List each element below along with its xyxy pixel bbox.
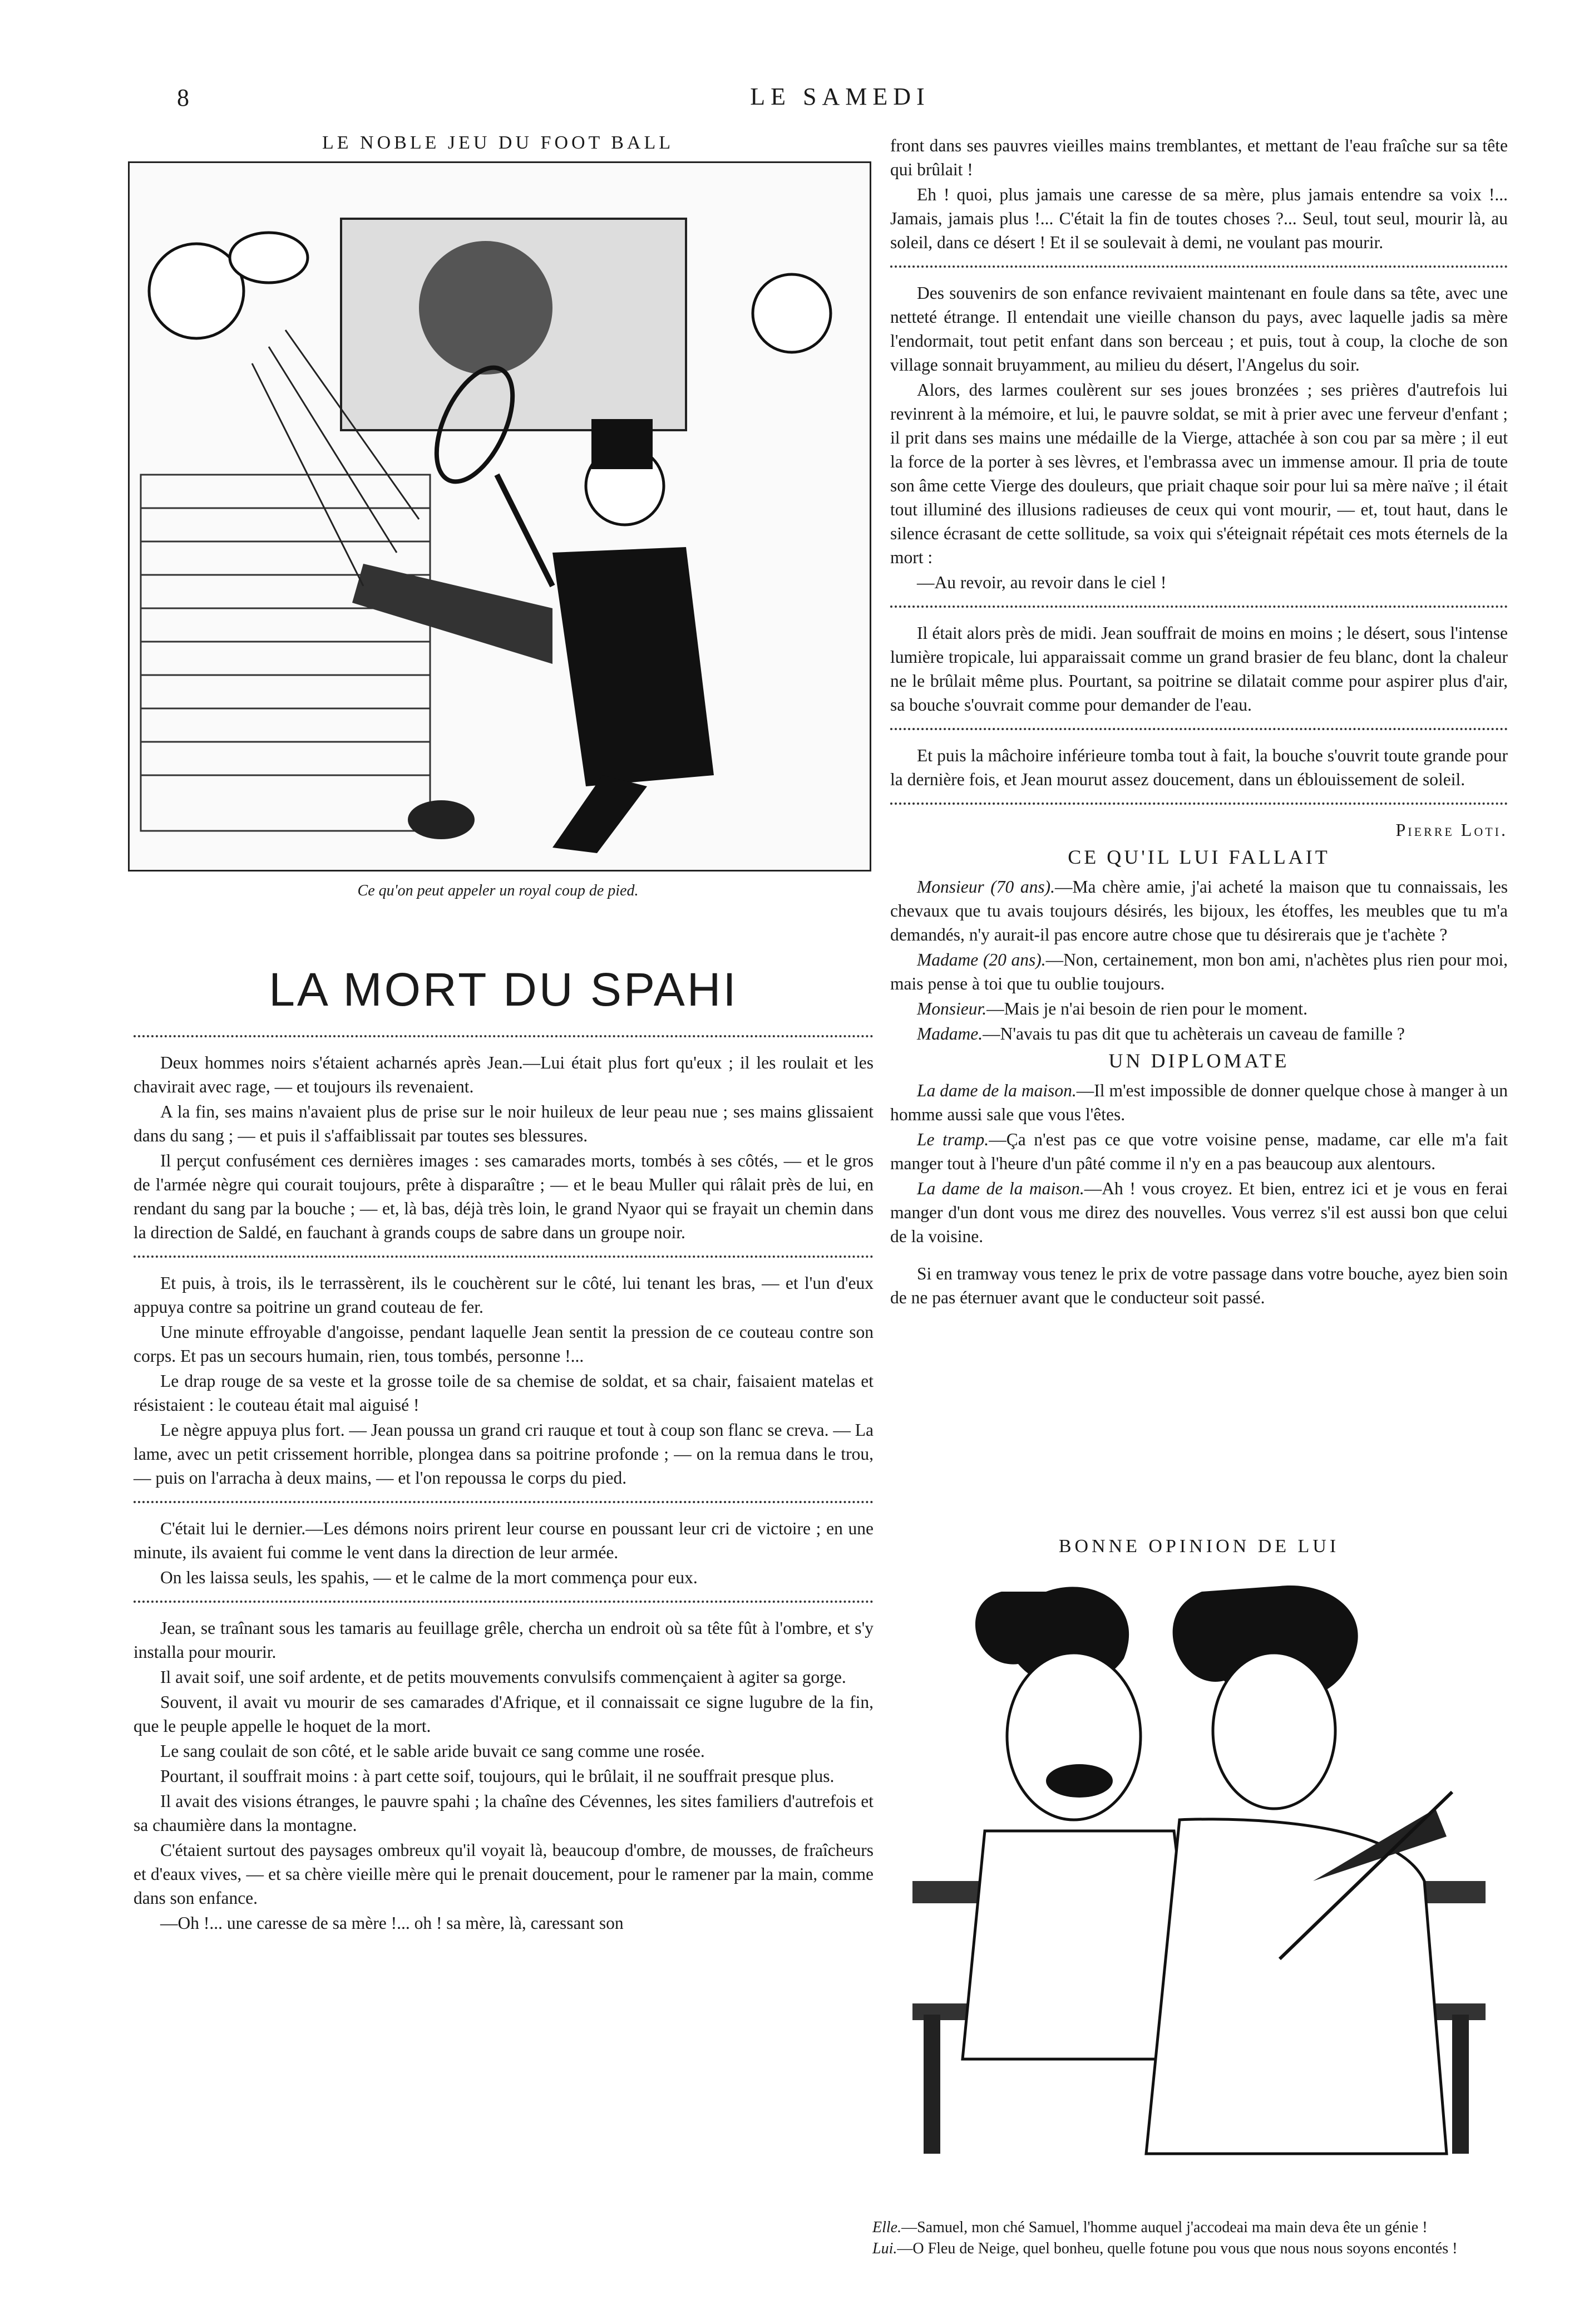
article-paragraph: Le nègre appuya plus fort. — Jean poussa un grand cri rauque et tout à coup son flanc se creva. — La lame, avec un petit crissement horrible, plongea dans sa poitrine profonde ; — on la remua dans le trou, — puis on l'arracha à deux mains, — et l'on repoussa le corps du pied. [134,1420,874,1488]
article-paragraph: Le drap rouge de sa veste et la grosse toile de sa chemise de soldat, et sa chair, faisaient matelas et résistaient : le couteau était mal aiguisé ! [134,1371,874,1415]
dotted-separator [134,1601,874,1603]
dialogue-line [890,997,1508,1021]
article-paragraph: Il avait des visions étranges, le pauvre spahi ; la chaîne des Cévennes, les sites familiers d'autrefois et sa chaumière dans la montagne. [134,1791,874,1835]
article-paragraph: Pourtant, il souffrait moins : à part cette soif, toujours, qui le brûlait, il ne souffrait presque plus. [160,1766,835,1786]
article-paragraph: Et puis, à trois, ils le terrassèrent, ils le couchèrent sur le côté, lui tenant les bras, — et l'un d'eux appuya contre sa poitrine un grand couteau de fer. [134,1273,874,1317]
dialogue-speaker: La dame de la maison. [917,1081,1077,1100]
dialogue-line [890,1079,1508,1126]
journal-title: LE SAMEDI [750,83,930,110]
dialogue-text: —Ah ! vous croyez. Et bien, entrez ici et je vous en ferai manger d'un dont vous me direz des nouvelles. Vous verrez s'il est aussi bon que celui de la voisine. [890,1179,1508,1246]
article-paragraph: C'était lui le dernier.—Les démons noirs prirent leur course en poussant leur cri de victoire ; en une minute, ils avaient fui comme le vent dans la direction de leur armée. [134,1519,874,1562]
dialogue-text: —Ça n'est pas ce que votre voisine pense, madame, car elle m'a fait manger tout à l'heure d'un pâté comme il n'y en a pas beaucoup aux alentours. [890,1130,1508,1173]
dialogue-text: —Ma chère amie, j'ai acheté la maison que tu connaissais, les chevaux que tu avais toujours désirés, les bijoux, les étoffes, les meubles que tu m'a demandés, n'y aurait-il pas encore autre chose que tu désirerais que je t'achète ? [890,877,1508,944]
dialogue-line [890,1176,1508,1248]
caption-speaker: Lui. [872,2240,897,2257]
football-cartoon-illustration-icon [128,161,871,872]
dotted-separator [890,802,1508,805]
article-paragraph: —Au revoir, au revoir dans le ciel ! [917,573,1167,592]
dialogue-line [890,948,1508,996]
caption-text: —Samuel, mon ché Samuel, l'homme auquel j'accodeai ma main deva ête un génie ! [901,2219,1428,2236]
article-paragraph: C'étaient surtout des paysages ombreux qu'il voyait là, beaucoup d'ombre, de mousses, de fraîcheurs et d'eaux vives, — et sa chère vieille mère qui le prenait doucement, pour le ramener par la main, comme dans son enfance. [134,1840,874,1908]
caption-line [846,2218,1508,2238]
article-paragraph: Il était alors près de midi. Jean souffrait de moins en moins ; le désert, sous l'intense lumière tropicale, lui apparaissait comme un grand brasier de feu blanc, dont la chaleur ne le brûlait même plus. Pourtant, sa poitrine se dilatait comme pour aspirer plus d'air, sa bouche s'ouvrait comme pour demander de l'eau. [890,623,1508,715]
dialogue-line [890,875,1508,947]
article-paragraph: Il perçut confusément ces dernières images : ses camarades morts, tombés à ses côtés, — et le gros de l'armée nègre qui courait toujours, prête à disparaître ; — et le beau Muller qui râlait près de lui, en rendant du sang par la bouche ; — et, là bas, déjà très loin, le grand Nyaor qui se frayait un chemin dans la direction de Saldé, en fauchant à grands coups de sabre dans un groupe noir. [134,1151,874,1242]
caption-line [846,2239,1508,2259]
article-author: Pierre Loti. [1395,820,1508,840]
article-paragraph: Souvent, il avait vu mourir de ses camarades d'Afrique, et il connaissait ce signe lugubre de la fin, que le peuple appelle le hoquet de la mort. [134,1692,874,1736]
tramway-joke: Si en tramway vous tenez le prix de votre passage dans votre bouche, ayez bien soin de ne pas éternuer avant que le conducteur soit passé. [890,1264,1508,1307]
article-title: LA MORT DU SPAHI [269,963,738,1016]
article-paragraph: On les laissa seuls, les spahis, — et le calme de la mort commença pour eux. [160,1568,698,1587]
cartoon-caption-opinion [846,2218,1508,2260]
football-cartoon-title: LE NOBLE JEU DU FOOT BALL [322,132,674,153]
dialogue-line [890,1022,1508,1046]
article-paragraph: Le sang coulait de son côté, et le sable aride buvait ce sang comme une rosée. [160,1741,705,1761]
dialogue-speaker: Monsieur (70 ans). [917,877,1055,897]
dialogue-text: —N'avais tu pas dit que tu achèterais un caveau de famille ? [983,1024,1405,1043]
dialogue-text: —Non, certainement, mon bon ami, n'achètes plus rien pour moi, mais pense à toi que tu oublie toujours. [890,950,1508,993]
football-cartoon-caption: Ce qu'on peut appeler un royal coup de pied. [357,882,639,899]
dotted-separator [890,728,1508,730]
dotted-separator [134,1501,874,1503]
section-title-fallait: CE QU'IL LUI FALLAIT [1068,846,1330,868]
dotted-separator [134,1255,874,1258]
couple-on-bench-illustration-icon [890,1569,1508,2198]
article-paragraph: Il avait soif, une soif ardente, et de petits mouvements convulsifs commençaient à agiter sa gorge. [160,1667,846,1687]
caption-speaker: Elle. [872,2219,902,2236]
dialogue-speaker: Monsieur. [917,999,987,1018]
section-title-diplomate: UN DIPLOMATE [1108,1050,1290,1072]
article-paragraph: Et puis la mâchoire inférieure tomba tout à fait, la bouche s'ouvrit toute grande pour la dernière fois, et Jean mourut assez doucement, dans un éblouissement de soleil. [890,746,1508,789]
dotted-separator [890,265,1508,268]
article-paragraph: —Oh !... une caresse de sa mère !... oh ! sa mère, là, caressant son [160,1913,624,1933]
article-right-column [890,134,1508,1311]
dialogue-speaker: Le tramp. [917,1130,989,1149]
article-paragraph: A la fin, ses mains n'avaient plus de prise sur le noir huileux de leur peau nue ; ses mains glissaient dans du sang ; — et puis il s'affaiblissait par toutes ses blessures. [134,1102,874,1145]
article-paragraph: front dans ses pauvres vieilles mains tremblantes, et mettant de l'eau fraîche sur sa tête qui brûlait ! [890,136,1508,179]
dialogue-speaker: Madame. [917,1024,983,1043]
dialogue-speaker: La dame de la maison. [917,1179,1084,1198]
article-paragraph: Eh ! quoi, plus jamais une caresse de sa mère, plus jamais entendre sa voix !... Jamais, jamais plus !... C'était la fin de toutes choses ?... Seul, tout seul, mourir là, au soleil, dans ce désert ! Et il se soulevait à demi, ne voulant pas mourir. [890,185,1508,252]
article-paragraph: Une minute effroyable d'angoisse, pendant laquelle Jean sentit la pression de ce couteau contre son corps. Et pas un secours humain, rien, tous tombés, personne !... [134,1322,874,1366]
article-left-column [134,1035,874,1936]
caption-text: —O Fleu de Neige, quel bonheu, quelle fotune pou vous que nous nous soyons encontés ! [897,2240,1458,2257]
article-paragraph: Alors, des larmes coulèrent sur ses joues bronzées ; ses prières d'autrefois lui revinrent à la mémoire, et lui, le pauvre soldat, se mit à prier avec une ferveur d'enfant ; il prit dans ses mains une médaille de la Vierge, attachée à son cou par sa mère ; il eut la force de la porter à ses lèvres, et l'embrassa avec un immense amour. Il pria de toute son âme cette Vierge des douleurs, que priait chaque soir pour lui sa mère naïve ; il était tout illuminé des illusions radieuses de ceux qui vont mourir, — et, tout haut, dans le silence écrasant de cette sollitude, sa voix qui s'éteignait répétait ces mots éternels de la mort : [890,380,1508,567]
dotted-separator [890,605,1508,608]
article-paragraph: Jean, se traînant sous les tamaris au feuillage grêle, chercha un endroit où sa tête fût à l'ombre, et s'y installa pour mourir. [134,1618,874,1662]
cartoon-title-opinion: BONNE OPINION DE LUI [1058,1536,1340,1557]
dialogue-line [890,1127,1508,1175]
dialogue-speaker: Madame (20 ans). [917,950,1046,969]
article-paragraph: Des souvenirs de son enfance revivaient maintenant en foule dans sa tête, avec une netteté étrange. Il entendait une vieille chanson du pays, avec laquelle jadis sa mère l'endormait, tout petit enfant dans son berceau ; et puis, tout à coup, la cloche de son village sonnait bruyamment, au milieu du désert, l'Angelus du soir. [890,283,1508,375]
page-number: 8 [177,84,195,111]
dialogue-text: —Il m'est impossible de donner quelque chose à manger à un homme aussi sale que vous l'êtes. [890,1081,1508,1124]
dotted-separator [134,1035,874,1037]
dialogue-text: —Mais je n'ai besoin de rien pour le moment. [986,999,1308,1018]
article-paragraph: Deux hommes noirs s'étaient acharnés après Jean.—Lui était plus fort qu'eux ; il les roulait et les chavirait avec rage, — et toujours ils revenaient. [134,1053,874,1096]
